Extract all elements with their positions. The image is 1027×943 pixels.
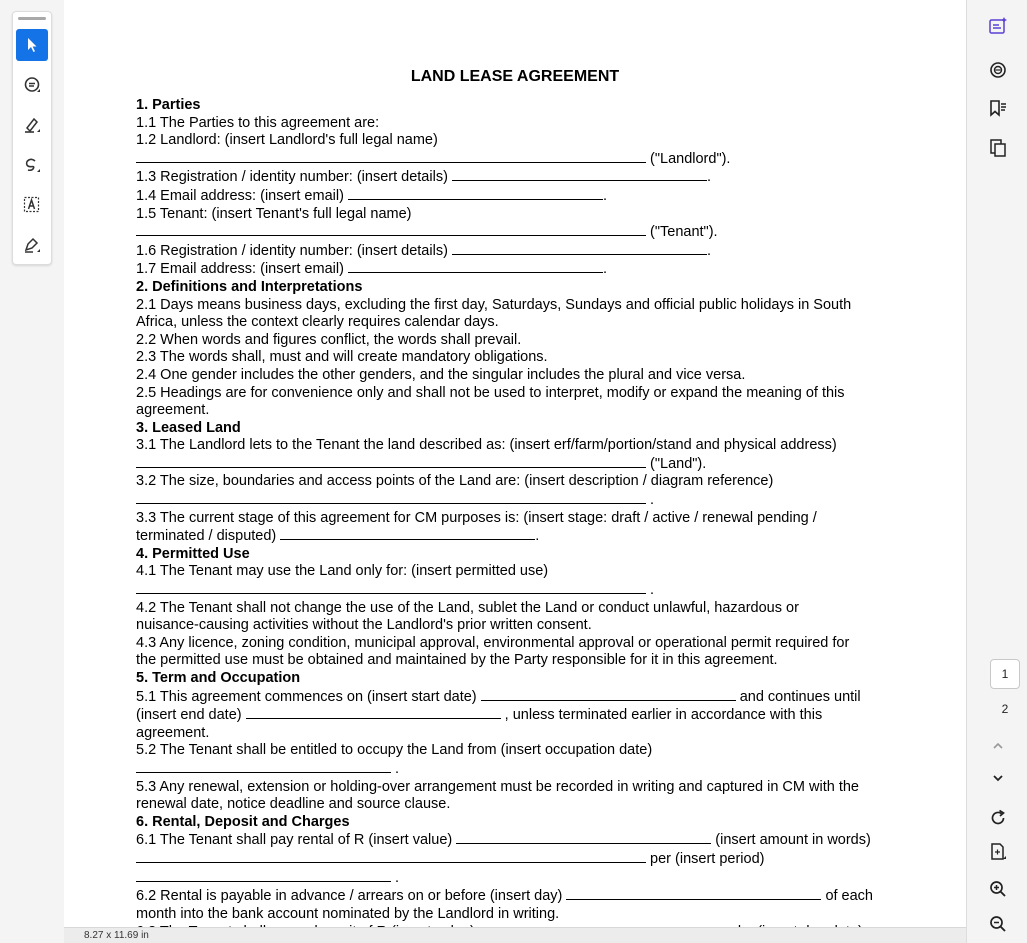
document-line <box>136 906 902 924</box>
highlighter-pen-icon <box>22 115 42 135</box>
page-number-input[interactable]: 1 <box>990 659 1020 689</box>
line-text: . <box>395 869 400 886</box>
line-text: 1.3 Registration / identity number: (insert details) <box>136 169 448 186</box>
line-text: 5.2 The Tenant shall be entitled to occupy the Land from (insert occupation date) <box>136 742 653 759</box>
previous-page-button[interactable] <box>987 735 1009 757</box>
page-size-bar <box>64 927 966 943</box>
document-line <box>136 132 902 150</box>
document-line <box>136 349 902 367</box>
line-text: 5.1 This agreement commences on (insert start date) <box>136 688 477 705</box>
line-text: 4.1 The Tenant may use the Land only for: (insert permitted use) <box>136 563 549 580</box>
line-text: 4. Permitted Use <box>136 545 250 562</box>
line-text: renewal date, notice deadline and source clause. <box>136 796 451 813</box>
next-page-button[interactable] <box>987 767 1009 789</box>
document-line: terminated / disputed) . <box>136 528 540 545</box>
document-line <box>136 779 902 797</box>
fill-in-blank <box>348 260 603 273</box>
line-text: 1.1 The Parties to this agreement are: <box>136 114 380 131</box>
cursor-arrow-icon <box>22 35 42 55</box>
page-size-label: 8.27 x 11.69 in <box>84 930 149 941</box>
pages-panel-button[interactable] <box>987 137 1009 159</box>
document-page <box>64 0 966 943</box>
document-line <box>136 725 902 743</box>
fill-in-blank <box>280 527 535 540</box>
fill-in-blank <box>456 831 711 844</box>
document-line <box>136 635 902 653</box>
document-line <box>136 742 902 760</box>
document-line: 1.3 Registration / identity number: (insert details) . <box>136 169 711 186</box>
line-text: 1.6 Registration / identity number: (insert details) <box>136 242 448 259</box>
line-text: 1.7 Email address: (insert email) <box>136 261 344 278</box>
document-line <box>136 367 902 385</box>
right-rail <box>966 0 1027 943</box>
bookmark-list-icon <box>988 98 1008 118</box>
line-text: 2.5 Headings are for convenience only and shall not be used to interpret, modify or expand the meaning of this <box>136 384 845 401</box>
zoom-out-icon <box>988 914 1008 934</box>
line-text: . <box>650 582 655 599</box>
chevron-up-icon <box>988 736 1008 756</box>
line-text: 1.4 Email address: (insert email) <box>136 187 344 204</box>
freehand-draw-icon <box>22 155 42 175</box>
document-line <box>136 652 902 670</box>
fill-in-blank <box>136 223 646 236</box>
line-text: the permitted use must be obtained and maintained by the Party responsible for it in this agreement. <box>136 652 778 669</box>
line-text: Africa, unless the context clearly requires calendar days. <box>136 314 499 331</box>
document-line <box>136 887 902 906</box>
document-line <box>136 297 902 315</box>
line-text: 5. Term and Occupation <box>136 670 301 686</box>
zoom-in-button[interactable] <box>987 878 1009 900</box>
line-text: and continues until <box>739 688 861 705</box>
sign-tool-button[interactable] <box>16 229 48 261</box>
fill-in-blank <box>566 887 821 900</box>
line-text: 1.2 Landlord: (insert Landlord's full legal name) <box>136 132 438 149</box>
line-text: ("Landlord"). <box>650 150 731 167</box>
document-line: 1.4 Email address: (insert email) . <box>136 187 607 204</box>
line-text: 4.3 Any licence, zoning condition, municipal approval, environmental approval or operational permit required for <box>136 634 850 651</box>
document-line <box>136 760 902 779</box>
fill-in-blank <box>136 491 646 504</box>
line-text: 2. Definitions and Interpretations <box>136 278 363 295</box>
copy-pages-icon <box>988 138 1008 158</box>
line-text: per (insert period) <box>650 850 765 867</box>
comments-panel-button[interactable] <box>987 59 1009 81</box>
comment-bubble-icon <box>22 75 42 95</box>
document-line: 1.7 Email address: (insert email) . <box>136 261 607 278</box>
document-line <box>136 332 902 350</box>
fill-in-blank <box>348 187 603 200</box>
fill-in-blank <box>136 760 391 773</box>
line-text: 2.3 The words shall, must and will create mandatory obligations. <box>136 349 548 366</box>
fill-in-blank <box>136 150 646 163</box>
page-fit-icon <box>988 842 1008 862</box>
line-text: nuisance-causing activities without the Landlord's prior written consent. <box>136 617 592 634</box>
comment-list-icon <box>988 60 1008 80</box>
document-line <box>136 831 902 850</box>
document-line <box>136 869 902 888</box>
fill-in-blank <box>136 581 646 594</box>
highlight-tool-button[interactable] <box>16 109 48 141</box>
line-text: terminated / disputed) <box>136 528 277 545</box>
refresh-icon <box>988 808 1008 828</box>
line-text: . <box>650 492 655 509</box>
left-tool-palette <box>12 11 52 265</box>
document-line: 1.6 Registration / identity number: (insert details) . <box>136 242 711 259</box>
document-line <box>136 600 902 618</box>
line-text: 2.4 One gender includes the other genders, and the singular includes the plural and vice versa. <box>136 366 746 383</box>
document-line <box>136 473 902 491</box>
line-text: 6.2 Rental is payable in advance / arrears on or before (insert day) <box>136 888 563 905</box>
zoom-in-icon <box>988 879 1008 899</box>
line-text: 5.3 Any renewal, extension or holding-over arrangement must be recorded in writing and captured in CM with the <box>136 778 859 795</box>
document-line <box>136 437 902 455</box>
fill-in-blank <box>481 688 736 701</box>
section-heading <box>136 546 902 564</box>
document-line <box>136 563 902 581</box>
ai-assistant-icon <box>988 16 1008 36</box>
chevron-down-icon <box>988 768 1008 788</box>
document-line <box>136 510 902 528</box>
line-text: . <box>395 760 400 777</box>
document-line <box>136 385 902 403</box>
line-text: month into the bank account nominated by the Landlord in writing. <box>136 905 560 922</box>
document-line <box>136 706 902 725</box>
document-line <box>136 617 902 635</box>
fill-in-blank <box>452 242 707 255</box>
section-heading <box>136 814 902 832</box>
fill-in-blank <box>452 168 707 181</box>
text-box-icon <box>22 195 42 215</box>
line-text: of each <box>825 888 874 905</box>
palette-grip[interactable] <box>18 17 46 20</box>
rotate-button[interactable] <box>987 807 1009 829</box>
line-text: ("Land"). <box>650 455 707 472</box>
select-tool-button[interactable] <box>16 29 48 61</box>
line-text: 6.1 The Tenant shall pay rental of R (insert value) <box>136 832 453 849</box>
document-line <box>136 581 902 600</box>
document-line <box>136 223 902 242</box>
document-line <box>136 115 902 133</box>
line-text: 3. Leased Land <box>136 419 241 436</box>
document-line <box>136 491 902 510</box>
document-title: LAND LEASE AGREEMENT <box>410 68 620 85</box>
line-text: ("Tenant"). <box>650 224 718 241</box>
bookmarks-panel-button[interactable] <box>987 97 1009 119</box>
comment-tool-button[interactable] <box>16 69 48 101</box>
line-text: 3.3 The current stage of this agreement for CM purposes is: (insert stage: draft / active / renewal pending / <box>136 509 817 526</box>
line-text: (insert end date) <box>136 707 242 724</box>
line-text: 2.2 When words and figures conflict, the words shall prevail. <box>136 331 522 348</box>
fill-in-blank <box>136 455 646 468</box>
draw-tool-button[interactable] <box>16 149 48 181</box>
document-line <box>136 850 902 869</box>
document-line <box>136 796 902 814</box>
line-text: , unless terminated earlier in accordance with this <box>504 707 823 724</box>
section-heading <box>136 97 902 115</box>
document-line <box>136 455 902 474</box>
line-text: agreement. <box>136 402 210 419</box>
fit-page-button[interactable] <box>987 841 1009 863</box>
section-heading <box>136 279 902 297</box>
document-line <box>136 314 902 332</box>
text-select-tool-button[interactable] <box>16 189 48 221</box>
line-text: 3.1 The Landlord lets to the Tenant the land described as: (insert erf/farm/portion/stand and physical address) <box>136 437 837 454</box>
fill-in-blank <box>136 850 646 863</box>
line-text: 1.5 Tenant: (insert Tenant's full legal name) <box>136 205 412 222</box>
fountain-pen-icon <box>22 235 42 255</box>
line-text: 6. Rental, Deposit and Charges <box>136 813 350 830</box>
document-line <box>136 402 902 420</box>
line-text: 1. Parties <box>136 97 201 113</box>
document-line <box>136 688 902 707</box>
document-body <box>136 97 902 942</box>
line-text: agreement. <box>136 724 210 741</box>
next-page-number[interactable]: 2 <box>1001 702 1009 716</box>
section-heading <box>136 420 902 438</box>
line-text: 4.2 The Tenant shall not change the use of the Land, sublet the Land or conduct unlawful, hazardous or <box>136 599 799 616</box>
fill-in-blank <box>246 706 501 719</box>
document-line <box>136 206 902 224</box>
zoom-out-button[interactable] <box>987 913 1009 935</box>
line-text: 3.2 The size, boundaries and access points of the Land are: (insert description / diagram reference) <box>136 473 774 490</box>
line-text: 2.1 Days means business days, excluding the first day, Saturdays, Sundays and official public holidays in South <box>136 296 852 313</box>
ai-assistant-button[interactable] <box>987 15 1009 37</box>
section-heading <box>136 670 902 688</box>
document-line <box>136 150 902 169</box>
line-text: (insert amount in words) <box>715 832 871 849</box>
fill-in-blank <box>136 869 391 882</box>
